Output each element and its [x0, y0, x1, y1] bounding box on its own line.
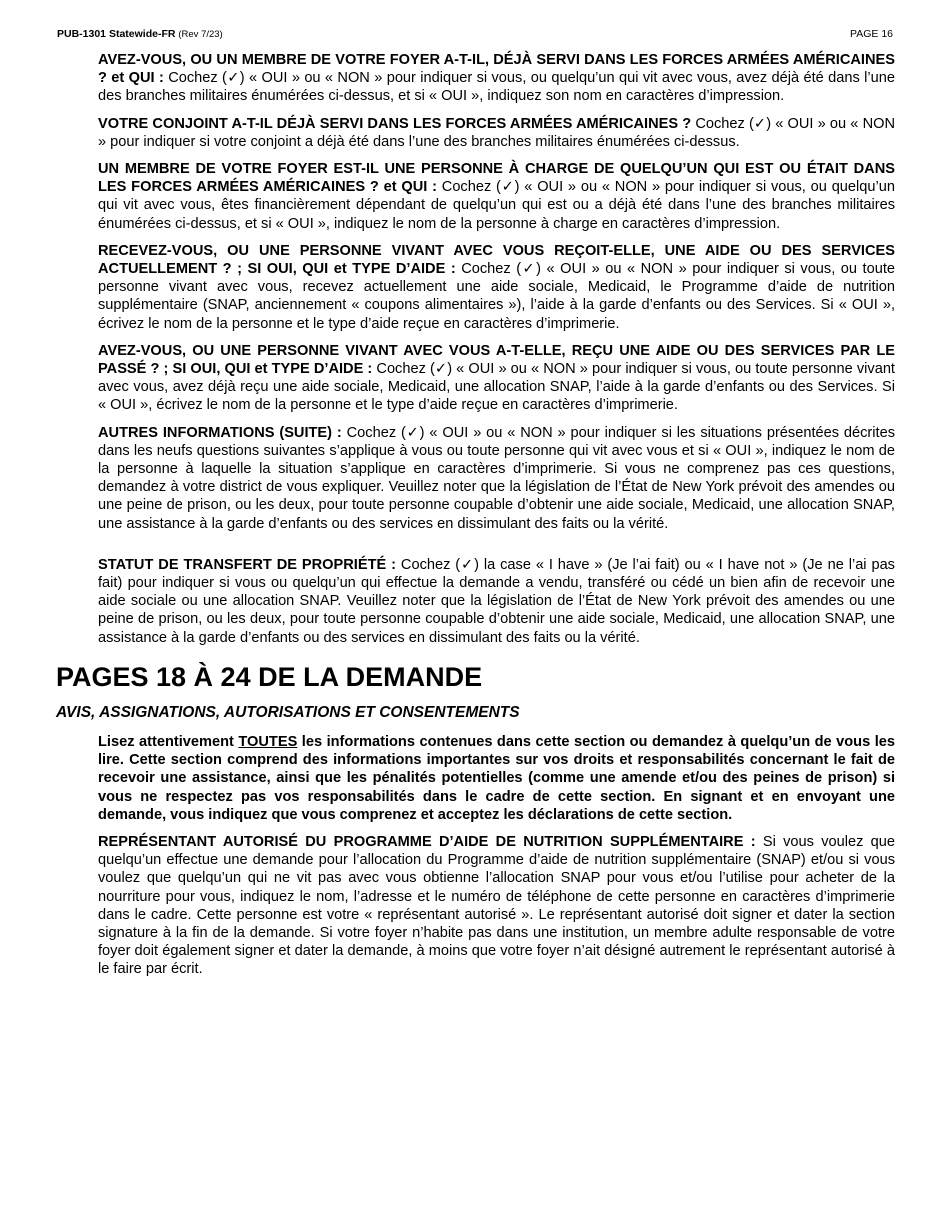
- notices-subheading: AVIS, ASSIGNATIONS, AUTORISATIONS ET CONSENTEMENTS: [56, 703, 520, 721]
- section-heading: STATUT DE TRANSFERT DE PROPRIÉTÉ :: [98, 556, 397, 573]
- section-text: Cochez (✓) « OUI » ou « NON » pour indiquer si vous, ou quelqu’un qui vit avec vous, avez déjà été dans l’une des branches militaires énumérées ci-dessus, et si « OUI », indiquez son nom en caractères d’impression.: [98, 70, 895, 105]
- notices-intro: [98, 733, 895, 824]
- spacer: [98, 542, 895, 556]
- section-spouse-military: [98, 115, 895, 151]
- section-text: Cochez (✓) la case « I have » (Je l’ai fait) ou « I have not » (Je ne l’ai pas fait) pour indiquer si vous ou quelqu’un qui effectue la demande a vendu, transféré ou cédé un bien afin de recevoir une aide sociale ou une allocation SNAP. Veuillez noter que la législation de l’État de New York prévoit des amendes ou une peine de prison, ou les deux, pour toute personne coupable d’obtenir une aide sociale, Medicaid, une allocation SNAP, une assistance à la garde d’enfants ou des services en dissimulant des faits ou la vérité.: [98, 556, 895, 646]
- page-header: [57, 28, 893, 40]
- section-text: Cochez (✓) « OUI » ou « NON » pour indiquer si vous, ou quelqu’un qui vit avec vous, êtes financièrement dépendant de quelqu’un qui est ou a déjà été dans l’une des branches militaires énumérées ci-dessus, et si « OUI », indiquez le nom de la personne à charge en caractères d’impression.: [98, 179, 895, 232]
- form-revision: (Rev 7/23): [178, 29, 223, 40]
- intro-text: les informations contenues dans cette section ou demandez à quelqu’un de vous les lire. Cette section comprend des informations importantes sur vos droits et responsabilités concernant le fait de recevoir une assistance, ainsi que les pénalités potentielles (comme une amende et/ou des peines de prison) si vous ne respectez pas vos responsabilités dans le cadre de cette section. En signant et en envoyant une demande, vous indiquez que vous comprenez et acceptez les déclarations de cette section.: [98, 733, 895, 823]
- section-current-assistance: [98, 242, 895, 333]
- form-code: PUB-1301 Statewide-FR: [57, 28, 176, 40]
- intro-emphasis: TOUTES: [238, 733, 298, 750]
- section-text: Cochez (✓) « OUI » ou « NON » pour indiquer si votre conjoint a déjà été dans l’une des branches militaires énumérées ci-dessus.: [98, 115, 895, 150]
- document-body: [56, 51, 896, 988]
- section-heading: UN MEMBRE DE VOTRE FOYER EST-IL UNE PERSONNE À CHARGE DE QUELQU’UN QUI EST OU ÉTAIT DANS LES FORCES ARMÉES AMÉRICAINES ? et QUI :: [98, 161, 895, 196]
- section-property-transfer: [98, 556, 895, 647]
- section-authorized-representative: [98, 833, 895, 979]
- section-heading: AVEZ-VOUS, OU UN MEMBRE DE VOTRE FOYER A-T-IL, DÉJÀ SERVI DANS LES FORCES ARMÉES AMÉRICAINES ? et QUI :: [98, 52, 895, 87]
- section-text: Cochez (✓) « OUI » ou « NON » pour indiquer si les situations présentées décrites dans les neufs questions suivantes s’applique à vous ou toute personne qui vit avec vous et si « OUI », indiquez le nom de la personne à laquelle la situation s’applique en caractères d’imprimerie. Si vous ne comprenez pas ces questions, demandez à votre district de vous expliquer. Veuillez noter que la législation de l’État de New York prévoit des amendes ou une peine de prison, ou les deux, pour toute personne coupable d’obtenir une aide sociale, Medicaid, une allocation SNAP, une assistance à la garde d’enfants ou des services en dissimulant des faits ou la vérité.: [98, 424, 896, 532]
- section-text: Cochez (✓) « OUI » ou « NON » pour indiquer si vous, ou toute personne vivant avec vous, avez déjà reçu une aide sociale, Medicaid, une allocation SNAP, l’aide à la garde d’enfants ou des Services. Si « OUI », écrivez le nom de la personne et le type d’aide reçue en caractères d’imprimerie.: [98, 361, 895, 414]
- section-heading: VOTRE CONJOINT A-T-IL DÉJÀ SERVI DANS LES FORCES ARMÉES AMÉRICAINES ?: [98, 115, 692, 132]
- section-past-assistance: [98, 342, 895, 415]
- section-text: Si vous voulez que quelqu’un effectue une demande pour l’allocation du Programme d’aide de nutrition supplémentaire (SNAP) et/ou si vous voulez que quelqu’un qui ne vit pas avec vous obtienne l’allocation SNAP pour vous et/ou l’utilise pour acheter de la nourriture pour vous, indiquez le nom, l’adresse et le numéro de téléphone de cette personne en caractères d’imprimerie dans le cadre. Cette personne est votre « représentant autorisé ». Le représentant autorisé doit signer et dater la section signature à la fin de la demande. Si votre foyer n’habite pas dans une institution, un membre adulte responsable de votre foyer doit également signer et dater la demande, à moins que votre foyer n’ait désigné autrement le représentant autorisé à le faire par écrit.: [98, 833, 895, 978]
- pages-heading: PAGES 18 À 24 DE LA DEMANDE: [56, 661, 483, 692]
- section-military-service: [98, 51, 895, 106]
- page-number: PAGE 16: [850, 28, 893, 40]
- section-heading: AUTRES INFORMATIONS (SUITE) :: [98, 424, 342, 441]
- section-military-dependent: [98, 160, 895, 233]
- section-heading: REPRÉSENTANT AUTORISÉ DU PROGRAMME D’AIDE DE NUTRITION SUPPLÉMENTAIRE :: [98, 833, 756, 850]
- intro-lead: Lisez attentivement: [98, 733, 239, 750]
- section-heading: RECEVEZ-VOUS, OU UNE PERSONNE VIVANT AVEC VOUS REÇOIT-ELLE, UNE AIDE OU DES SERVICES ACTUELLEMENT ? ; SI OUI, QUI et TYPE D’AIDE :: [98, 242, 895, 278]
- section-text: Cochez (✓) « OUI » ou « NON » pour indiquer si vous, ou toute personne vivant avec vous, recevez actuellement une aide sociale, Medicaid, le Programme d’aide de nutrition supplémentaire (SNAP, anciennement « coupons alimentaires »), l’aide à la garde d’enfants ou des Services. Si « OUI », écrivez le nom de la personne et le type d’aide reçue en caractères d’imprimerie.: [98, 261, 895, 332]
- section-heading: AVEZ-VOUS, OU UNE PERSONNE VIVANT AVEC VOUS A-T-ELLE, REÇU UNE AIDE OU DES SERVICES PAR LE PASSÉ ? ; SI OUI, QUI et TYPE D’AIDE :: [98, 342, 895, 378]
- form-code-line: [57, 28, 223, 40]
- section-other-information: [98, 424, 895, 533]
